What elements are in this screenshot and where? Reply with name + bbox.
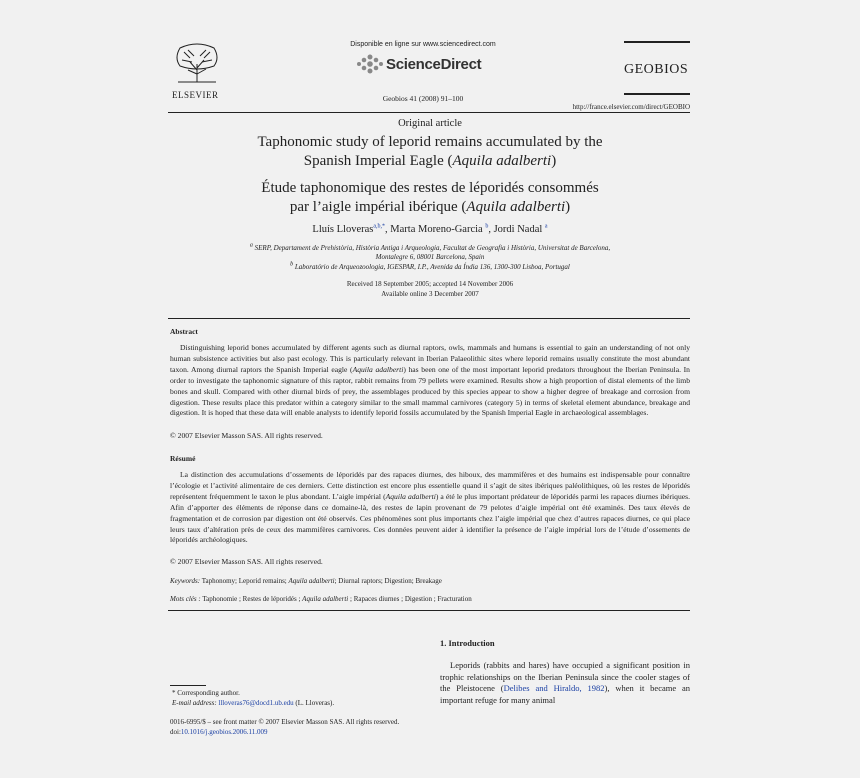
corresponding-author-note: * Corresponding author. xyxy=(172,689,240,697)
article-page xyxy=(168,38,692,778)
reference-delibes-hiraldo[interactable]: Delibes and Hiraldo, 1982 xyxy=(503,683,605,693)
journal-url[interactable]: http://france.elsevier.com/direct/GEOBIO xyxy=(572,103,690,111)
introduction-text: Leporids (rabbits and hares) have occupied a significant position in trophic relationships on the Iberian Peninsula since the cooler stages of the Pleistocene (Delibes and Hiraldo, 1982), when it became an important refuge for many animal xyxy=(440,660,690,705)
logo-rule-top xyxy=(624,41,690,43)
logo-rule-bottom xyxy=(624,93,690,95)
header-rule xyxy=(168,112,690,113)
author2-affiliation-link[interactable]: b xyxy=(485,223,489,230)
introduction-heading: 1. Introduction xyxy=(440,638,495,648)
author-list xyxy=(168,224,692,235)
author-nadal: , Jordi Nadal xyxy=(488,224,543,235)
author-moreno-garcia: , Marta Moreno-Garcia xyxy=(385,224,483,235)
resume-heading: Résumé xyxy=(170,454,196,463)
abstract-rule-bottom xyxy=(168,610,690,611)
abstract-heading: Abstract xyxy=(170,327,198,336)
journal-citation: Geobios 41 (2008) 91–100 xyxy=(382,94,464,103)
article-type: Original article xyxy=(398,118,462,129)
footnote-rule xyxy=(170,685,206,686)
author-lloveras: Lluís Lloveras xyxy=(312,224,374,235)
available-online-text: Disponible en ligne sur www.sciencedirect.com xyxy=(350,41,496,48)
keywords-fr: Mots clés : Taphonomie ; Restes de léporidés ; Aquila adalberti ; Rapaces diurnes ; Digestion ; Fracturation xyxy=(170,595,472,603)
author1-affiliation-link[interactable]: a,b,* xyxy=(373,223,386,230)
title-english: Taphonomic study of leporid remains accumulated by the Spanish Imperial Eagle (Aquila adalberti) xyxy=(257,134,603,169)
abstract-rule-top xyxy=(168,318,690,319)
resume-copyright: © 2007 Elsevier Masson SAS. All rights reserved. xyxy=(170,557,323,566)
abstract-text: Distinguishing leporid bones accumulated by different agents such as diurnal raptors, owls, mammals and humans is essential to gain an understanding of not only human subsistence activities but also past ecology. This is particularly relevant in Iberian Palaeolithic sites where leporid remains usually constitute the most abundant taxon. Among diurnal raptors the Spanish Imperial eagle (Aquila adalberti) has been one of the most important leporid predators throughout the Iberian Peninsula. In order to investigate the taphonomic signature of this raptor, rabbit remains from 79 pellets were examined. Results show a high proportion of distal elements of the limb bones and skull. Compared with other diurnal birds of prey, the assemblages produced by this species appear to show a higher degree of breakage and corrosion from digestion. These results place this predator within a category similar to the small mammal carnivores (category 5) in terms of skeletal element abundance, breakage and digestion. It is hoped that these data will enable analysts to identify leporid fossils accumulated by the Spanish Imperial Eagle in archaeological assemblages. xyxy=(170,343,690,418)
journal-logo: GEOBIOS xyxy=(624,62,689,77)
received-date: Received 18 September 2005; accepted 14 November 2006 xyxy=(346,280,514,288)
doi-link[interactable]: 10.1016/j.geobios.2006.11.009 xyxy=(180,728,268,736)
issn-line: 0016-6995/$ – see front matter © 2007 Elsevier Masson SAS. All rights reserved. xyxy=(170,718,400,726)
abstract-copyright: © 2007 Elsevier Masson SAS. All rights reserved. xyxy=(170,431,323,440)
author-email-link[interactable]: llloveras76@docd1.ub.edu xyxy=(218,699,294,707)
affiliations: $^a$ SERP, Departament de Prehistòria, Història Antiga i Arqueologia, Facultat de Geografia i Història, Universitat de Barcelona, Montalegre 6, 08001 Barcelona, Spain $^b$ Laboratório de Arqueozoologia, IGESPAR, I.P., Avenida da Índia 136, 1300-300 Lisboa, Portugal xyxy=(249,242,611,271)
sciencedirect-brand: ScienceDirect xyxy=(386,56,482,73)
email-note: E-mail address: llloveras76@docd1.ub.edu (L. Lloveras). xyxy=(172,699,335,707)
title-french: Étude taphonomique des restes de léporidés consommés par l’aigle impérial ibérique (Aquila adalberti) xyxy=(261,180,599,215)
doi-line: doi:10.1016/j.geobios.2006.11.009 xyxy=(170,728,268,736)
resume-text: La distinction des accumulations d’ossements de léporidés par des rapaces diurnes, des hiboux, des mammifères et des humains est indispensable pour connaître l’écologie et l’activité alimentaire de ces derniers. Cette distinction est encore plus essentielle quand il s’agit de sites ibériques paléolithiques, où les restes de léporidés représentent fréquemment le taxon le plus abondant. L’aigle impérial (Aquila adalberti) a été le plus important prédateur de léporidés parmi les rapaces diurnes ibériques. Afin d’apporter des éléments de réponse dans ce domaine-là, des restes de lapin provenant de 79 pelotes d’aigle impérial ont été examinés. Des taux élevés de fragmentation et de corrosion par digestion ont été observés. Ces phénomènes sont plus importants chez l’aigle impérial que chez d’autres rapaces diurnes, ce qui place leurs taux d’altération près de ceux des mammifères carnivores. Ces données peuvent aider à identifier la présence de l’aigle impérial lors de l’étude d’ossements de léporidés archéologiques. xyxy=(170,470,690,545)
elsevier-tree-logo xyxy=(170,42,224,88)
author3-affiliation-link[interactable]: a xyxy=(544,223,548,230)
sciencedirect-icon xyxy=(354,54,384,74)
keywords-en: Keywords: Taphonomy; Leporid remains; Aquila adalberti; Diurnal raptors; Digestion; Breakage xyxy=(170,577,442,585)
article-dates xyxy=(168,280,692,299)
available-date: Available online 3 December 2007 xyxy=(381,289,479,298)
publisher-name: ELSEVIER xyxy=(172,90,219,100)
